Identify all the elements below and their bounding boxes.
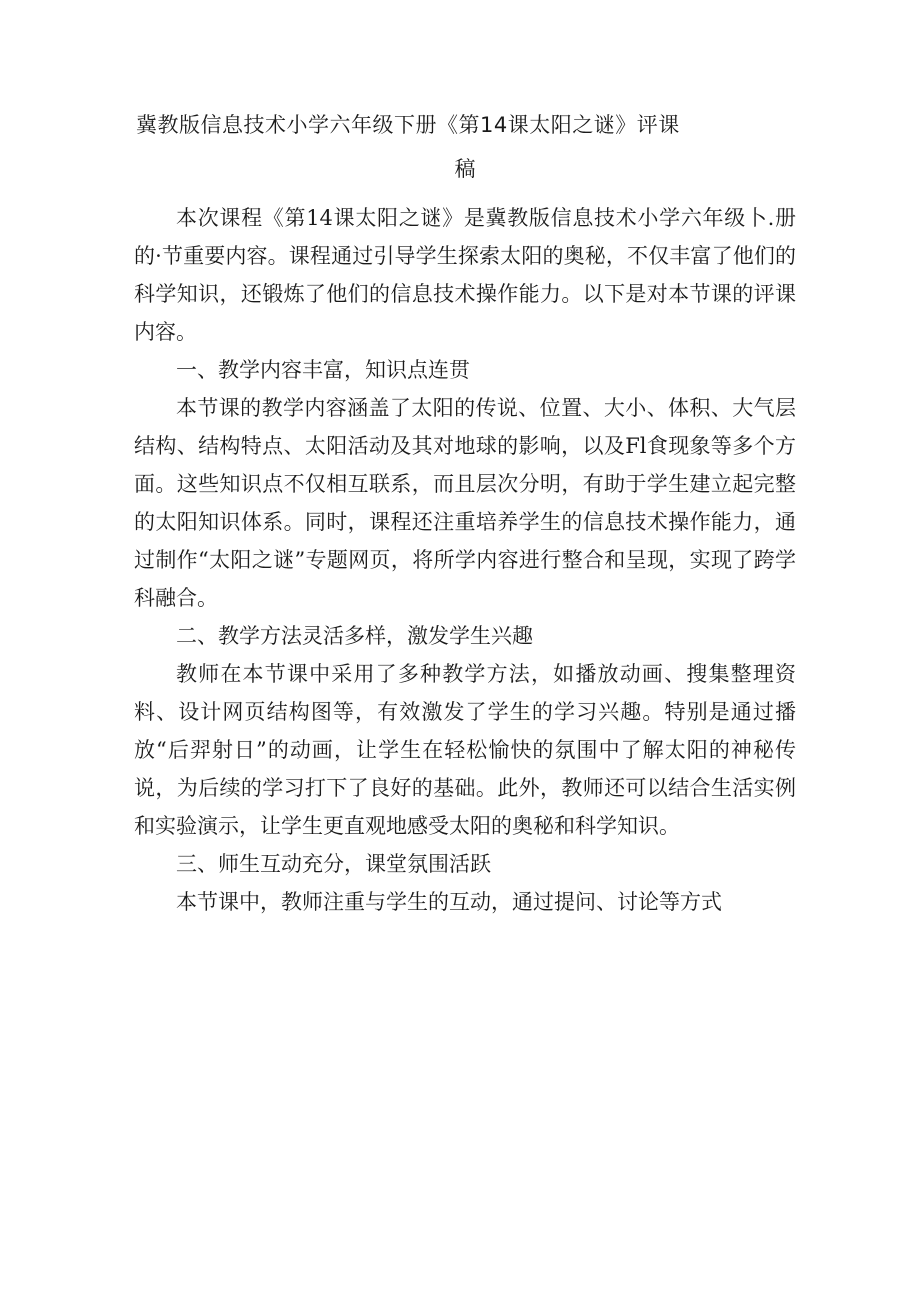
section-heading-1: 一、教学内容丰富，知识点连贯	[176, 358, 470, 382]
section-heading-2: 二、教学方法灵活多样，激发学生兴趣	[176, 624, 533, 648]
document-body	[134, 199, 796, 921]
section-paragraph-1: 本节课的教学内容涵盖了太阳的传说、位置、大小、体积、大气层结构、结构特点、太阳活动及其对地球的影响，以及Fl食现象等多个方面。这些知识点不仅相互联系，而且层次分明，有助于学生建立起完整的太阳知识体系。同时，课程还注重培养学生的信息技术操作能力，通过制作“太阳之谜”专题网页，将所学内容进行整合和呈现，实现了跨学科融合。	[134, 396, 796, 610]
intro-paragraph: 本次课程《第14课太阳之谜》是冀教版信息技术小学六年级卜.册的·节重要内容。课程通过引导学生探索太阳的奥秘，不仅丰富了他们的科学知识，还锻炼了他们的信息技术操作能力。以下是对本节课的评课内容。	[134, 206, 796, 344]
document-title: 冀教版信息技术小学六年级下册《第14课太阳之谜》评课	[136, 113, 680, 137]
section-paragraph-3: 本节课中，教师注重与学生的互动，通过提问、讨论等方式	[176, 890, 722, 914]
section-paragraph-2: 教师在本节课中采用了多种教学方法，如播放动画、搜集整理资料、设计网页结构图等，有效激发了学生的学习兴趣。特别是通过播放“后羿射日”的动画，让学生在轻松愉快的氛围中了解太阳的神秘传说，为后续的学习打下了良好的基础。此外，教师还可以结合生活实例和实验演示，让学生更直观地感受太阳的奥秘和科学知识。	[134, 662, 796, 838]
section-heading-3: 三、师生互动充分，课堂氛围活跃	[176, 852, 491, 876]
document-title-continuation: 稿	[454, 157, 476, 181]
